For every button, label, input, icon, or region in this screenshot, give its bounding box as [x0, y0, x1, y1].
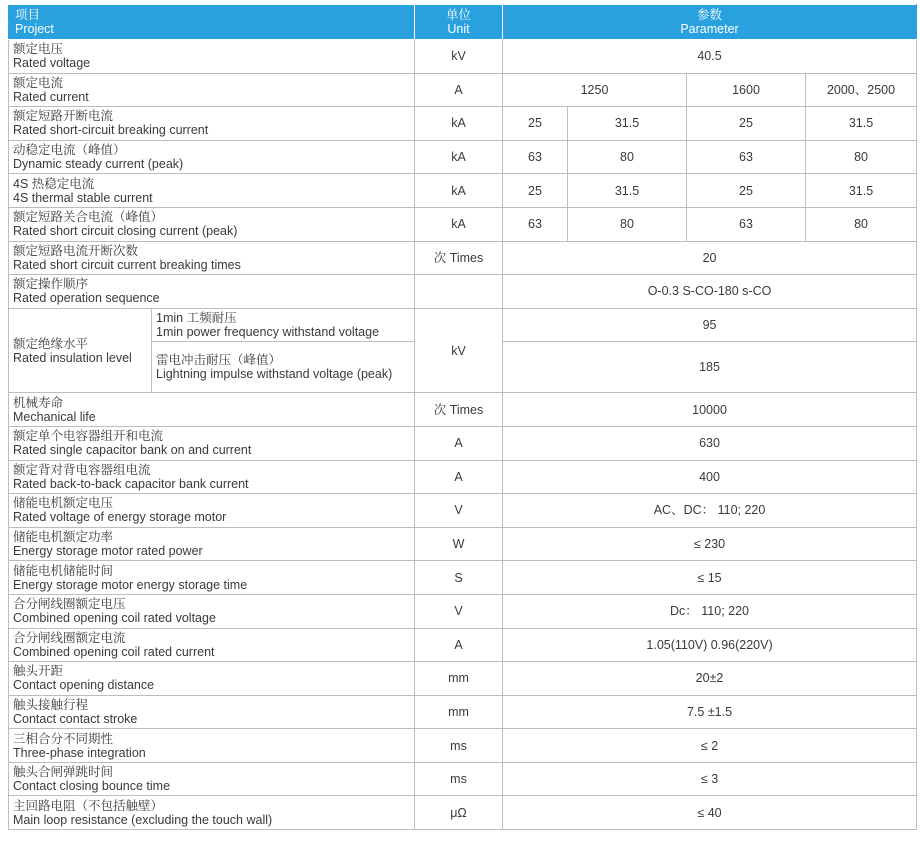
unit-cell [415, 275, 503, 309]
unit-cell: 次 Times [415, 393, 503, 427]
unit-cell: kV [415, 308, 503, 393]
value-cell: 25 [687, 174, 806, 208]
table-row [9, 174, 917, 208]
value-cell: 1600 [687, 73, 806, 107]
table-row [9, 628, 917, 662]
item-label: 额定短路电流开断次数 Rated short circuit current breaking times [9, 241, 415, 275]
table-row [9, 241, 917, 275]
item-label: 主回路电阻（不包括触壁） Main loop resistance (excluding the touch wall) [9, 796, 415, 830]
item-label: 合分闸线圈额定电压 Combined opening coil rated voltage [9, 594, 415, 628]
value-cell: 1.05(110V) 0.96(220V) [503, 628, 917, 662]
item-label: 额定短路开断电流 Rated short-circuit breaking current [9, 107, 415, 141]
value-cell: ≤ 40 [503, 796, 917, 830]
value-cell: 185 [503, 342, 917, 393]
unit-header: 单位 Unit [415, 5, 503, 40]
table-header-row [9, 5, 917, 40]
table-row [9, 426, 917, 460]
value-cell: 1250 [503, 73, 687, 107]
value-cell: 25 [503, 107, 568, 141]
item-label: 触头开距 Contact opening distance [9, 662, 415, 696]
value-cell: ≤ 3 [503, 762, 917, 796]
value-cell: ≤ 2 [503, 729, 917, 763]
value-cell: 7.5 ±1.5 [503, 695, 917, 729]
table-row [9, 73, 917, 107]
item-label: 合分闸线圈额定电流 Combined opening coil rated current [9, 628, 415, 662]
table-row [9, 140, 917, 174]
unit-cell: mm [415, 662, 503, 696]
item-label: 三相合分不同期性 Three-phase integration [9, 729, 415, 763]
unit-cell: S [415, 561, 503, 595]
parameter-header: 参数 Parameter [503, 5, 917, 40]
value-cell: O-0.3 S-CO-180 s-CO [503, 275, 917, 309]
value-cell: 31.5 [806, 107, 917, 141]
unit-cell: A [415, 460, 503, 494]
item-label: 额定短路关合电流（峰值） Rated short circuit closing current (peak) [9, 207, 415, 241]
item-label: 额定单个电容器组开和电流 Rated single capacitor bank on and current [9, 426, 415, 460]
value-cell: Dc： 110; 220 [503, 594, 917, 628]
table-row [9, 40, 917, 74]
value-cell: 63 [503, 207, 568, 241]
value-cell: 25 [687, 107, 806, 141]
table-row [9, 460, 917, 494]
unit-cell: mm [415, 695, 503, 729]
unit-cell: ms [415, 729, 503, 763]
unit-cell: V [415, 494, 503, 528]
item-label: 额定操作顺序 Rated operation sequence [9, 275, 415, 309]
item-label: 储能电机储能时间 Energy storage motor energy storage time [9, 561, 415, 595]
item-label: 触头合闸弹跳时间 Contact closing bounce time [9, 762, 415, 796]
value-cell: 2000、2500 [806, 73, 917, 107]
table-row [9, 308, 917, 342]
unit-cell: A [415, 73, 503, 107]
value-cell: 400 [503, 460, 917, 494]
item-label: 触头接触行程 Contact contact stroke [9, 695, 415, 729]
unit-cell: kA [415, 140, 503, 174]
project-header: 项目 Project [9, 5, 415, 40]
item-label: 额定电压 Rated voltage [9, 40, 415, 74]
table-row [9, 207, 917, 241]
item-label: 储能电机额定电压 Rated voltage of energy storage motor [9, 494, 415, 528]
sub-item-label: 1min 工频耐压 1min power frequency withstand voltage [152, 308, 415, 342]
value-cell: 31.5 [568, 107, 687, 141]
unit-cell: V [415, 594, 503, 628]
item-label: 4S 热稳定电流 4S thermal stable current [9, 174, 415, 208]
table-row [9, 594, 917, 628]
item-label: 动稳定电流（峰值） Dynamic steady current (peak) [9, 140, 415, 174]
table-row [9, 561, 917, 595]
unit-cell: kV [415, 40, 503, 74]
unit-cell: kA [415, 207, 503, 241]
unit-cell: W [415, 527, 503, 561]
value-cell: 20 [503, 241, 917, 275]
table-row [9, 695, 917, 729]
table-row [9, 729, 917, 763]
item-label: 额定电流 Rated current [9, 73, 415, 107]
item-label: 额定背对背电容器组电流 Rated back-to-back capacitor bank current [9, 460, 415, 494]
value-cell: ≤ 230 [503, 527, 917, 561]
value-cell: 31.5 [806, 174, 917, 208]
value-cell: 20±2 [503, 662, 917, 696]
table-row [9, 527, 917, 561]
value-cell: 80 [806, 140, 917, 174]
value-cell: 63 [503, 140, 568, 174]
table-row [9, 662, 917, 696]
value-cell: 63 [687, 140, 806, 174]
value-cell: 25 [503, 174, 568, 208]
parameter-table [8, 4, 917, 830]
value-cell: 80 [568, 207, 687, 241]
item-label: 额定绝缘水平 Rated insulation level [9, 308, 152, 393]
value-cell: AC、DC： 110; 220 [503, 494, 917, 528]
table-row [9, 393, 917, 427]
value-cell: 630 [503, 426, 917, 460]
item-label: 机械寿命 Mechanical life [9, 393, 415, 427]
unit-cell: 次 Times [415, 241, 503, 275]
value-cell: 80 [806, 207, 917, 241]
value-cell: 40.5 [503, 40, 917, 74]
unit-cell: μΩ [415, 796, 503, 830]
unit-cell: kA [415, 107, 503, 141]
value-cell: ≤ 15 [503, 561, 917, 595]
value-cell: 10000 [503, 393, 917, 427]
value-cell: 95 [503, 308, 917, 342]
table-row [9, 796, 917, 830]
table-row [9, 494, 917, 528]
value-cell: 63 [687, 207, 806, 241]
item-label: 储能电机额定功率 Energy storage motor rated power [9, 527, 415, 561]
unit-cell: A [415, 628, 503, 662]
unit-cell: A [415, 426, 503, 460]
table-row [9, 107, 917, 141]
table-row [9, 762, 917, 796]
table-row [9, 275, 917, 309]
sub-item-label: 雷电冲击耐压（峰值） Lightning impulse withstand voltage (peak) [152, 342, 415, 393]
unit-cell: kA [415, 174, 503, 208]
value-cell: 80 [568, 140, 687, 174]
unit-cell: ms [415, 762, 503, 796]
value-cell: 31.5 [568, 174, 687, 208]
